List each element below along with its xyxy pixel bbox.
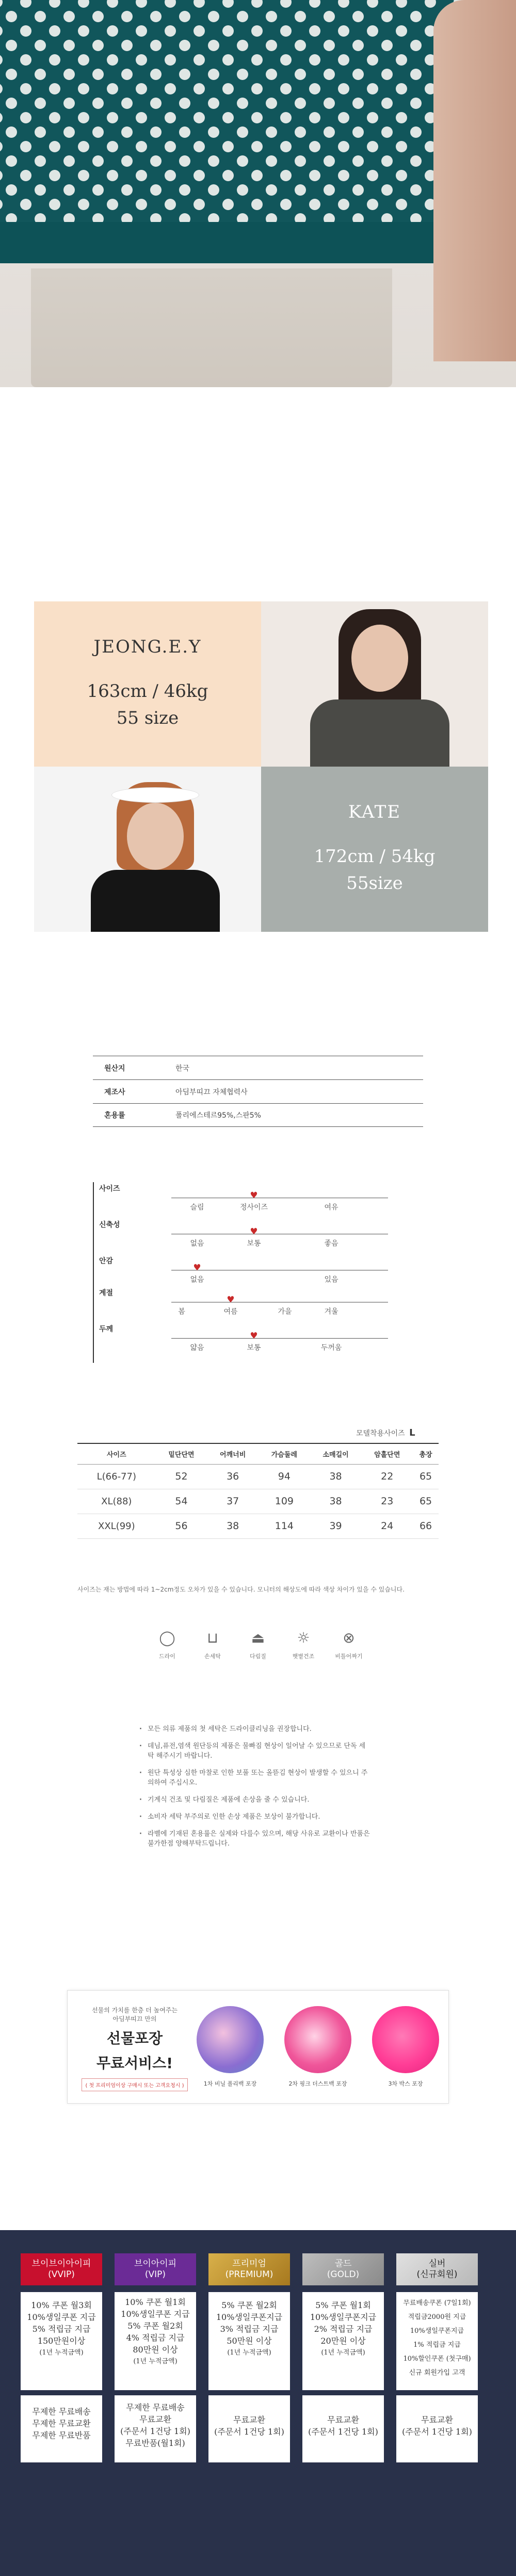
- grade-benefits: [208, 2292, 290, 2390]
- col-header: 암홀단면: [361, 1443, 413, 1464]
- scale-option: 겨울: [324, 1308, 338, 1316]
- table-cell: 65: [413, 1464, 439, 1489]
- scale-option: 여유: [324, 1203, 338, 1212]
- scale-label: 계절: [99, 1289, 114, 1297]
- table-cell: XL(88): [77, 1489, 156, 1514]
- care-item: [144, 1626, 190, 1673]
- table-cell: 37: [207, 1489, 259, 1514]
- benefit-line: 10%생일쿠폰지급: [216, 2312, 283, 2322]
- scale-size: [94, 1186, 424, 1222]
- scale-option: 얇음: [190, 1344, 204, 1352]
- table-cell: 109: [259, 1489, 310, 1514]
- grade-service: [115, 2395, 196, 2462]
- scale-season: [94, 1291, 424, 1327]
- benefit-line: 10% 쿠폰 월1회: [125, 2297, 186, 2307]
- col-header: 사이즈: [77, 1443, 156, 1464]
- service-line: (주문서 1건당 1회): [308, 2427, 378, 2437]
- table-cell: 94: [259, 1464, 310, 1489]
- service-line: 무제한 무료배송: [126, 2403, 185, 2412]
- service-line: (주문서 1건당 1회): [120, 2426, 190, 2436]
- model-photo-2: [34, 767, 261, 932]
- service-line: 무제한 무료배송: [32, 2407, 91, 2416]
- table-cell: 24: [361, 1514, 413, 1538]
- size-note: 사이즈는 재는 방법에 따라 1~2cm정도 오차가 있을 수 있습니다. 모니터의 해상도에 따라 색상 차이가 있을 수 있습니다.: [77, 1586, 405, 1593]
- grade-en: (PREMIUM): [225, 2269, 273, 2280]
- skirt-image: [31, 268, 392, 387]
- table-cell: 38: [207, 1514, 259, 1538]
- benefit-line: 20만원 이상: [320, 2336, 366, 2346]
- care-label: 비틀어짜기: [335, 1653, 363, 1660]
- service-line: 무료반품(월1회): [125, 2438, 185, 2448]
- table-cell: 22: [361, 1464, 413, 1489]
- grade-en: (VIP): [144, 2269, 166, 2280]
- table-cell: 56: [156, 1514, 207, 1538]
- table-row: [77, 1514, 439, 1538]
- gift-step-2: [284, 2006, 351, 2099]
- arm-image: [433, 0, 516, 361]
- grade-name: 실버: [428, 2259, 446, 2269]
- scale-stretch: [94, 1222, 424, 1259]
- info-value: 아딤부띠끄 자체협력사: [175, 1088, 248, 1096]
- model-name: JEONG.E.Y: [93, 637, 202, 657]
- heart-icon: ♥: [250, 1331, 258, 1341]
- dust-bag-image: [284, 2006, 351, 2073]
- benefit-line: 10% 쿠폰 월3회: [31, 2300, 92, 2310]
- table-cell: 36: [207, 1464, 259, 1489]
- service-line: (주문서 1건당 1회): [402, 2427, 472, 2437]
- scale-label: 안감: [99, 1257, 114, 1265]
- gift-label: 3차 박스 포장: [388, 2080, 423, 2087]
- gift-step-3: [372, 2006, 439, 2099]
- model-row-1: [34, 601, 488, 767]
- benefit-line: 5% 쿠폰 월2회: [221, 2300, 277, 2310]
- col-header: 어깨너비: [207, 1443, 259, 1464]
- grade-name: 골드: [334, 2259, 352, 2269]
- service-line: 무료교환: [327, 2415, 359, 2425]
- scale-option: 가을: [278, 1308, 292, 1316]
- heart-icon: ♥: [193, 1263, 201, 1273]
- info-label: 원산지: [104, 1064, 125, 1073]
- care-item: [235, 1626, 281, 1673]
- service-line: (주문서 1건당 1회): [214, 2427, 284, 2437]
- gift-wrap-banner: [67, 1990, 449, 2104]
- grade-name: 브이아이피: [134, 2259, 177, 2269]
- benefit-line: 2% 적립금 지급: [314, 2324, 373, 2334]
- benefit-line: 150만원이상: [37, 2336, 86, 2346]
- hand-wash-icon: ⊔: [207, 1629, 218, 1646]
- benefit-line: 10%생일쿠폰 지급: [121, 2309, 190, 2319]
- care-item: [281, 1626, 326, 1673]
- scale-thickness: [94, 1327, 424, 1363]
- list-item: · 소비자 세탁 부주의로 인한 손상 제품은 보상이 불가합니다.: [139, 1812, 372, 1822]
- care-label: 드라이: [159, 1653, 175, 1660]
- gift-label: 1차 비닐 폴리백 포장: [203, 2080, 257, 2087]
- table-cell: 39: [310, 1514, 362, 1538]
- model-size: 55size: [346, 873, 403, 894]
- scale-option: 있음: [324, 1276, 338, 1284]
- benefit-line: (1년 누적금액): [133, 2358, 178, 2365]
- model-name: KATE: [348, 802, 401, 822]
- grade-vip: [115, 2253, 196, 2285]
- no-bleach-icon: ⊗: [343, 1629, 355, 1646]
- grade-service: [302, 2395, 384, 2462]
- table-cell: 114: [259, 1514, 310, 1538]
- benefit-line: 3% 적립금 지급: [220, 2324, 279, 2334]
- grade-benefits: [115, 2292, 196, 2390]
- info-row-maker: [93, 1079, 423, 1103]
- hem-band: [0, 222, 464, 263]
- grade-service: [208, 2395, 290, 2462]
- model-size-caption: 모델착용사이즈: [356, 1429, 405, 1438]
- dry-clean-icon: ◯: [159, 1629, 175, 1646]
- grade-service: [21, 2395, 102, 2462]
- table-cell: 38: [310, 1464, 362, 1489]
- fit-scales: [93, 1182, 423, 1363]
- care-label: 햇볕건조: [292, 1653, 315, 1660]
- model-size-value: L: [409, 1427, 415, 1438]
- benefit-line: (1년 누적금액): [227, 2349, 271, 2357]
- heart-icon: ♥: [250, 1227, 258, 1237]
- gift-title: 무료서비스!: [96, 2055, 173, 2072]
- benefit-line: 50만원 이상: [227, 2336, 272, 2346]
- scale-label: 사이즈: [99, 1185, 120, 1193]
- table-row: [77, 1489, 439, 1514]
- grade-benefits: [396, 2292, 478, 2390]
- list-item: · 원단 특성상 심한 마찰로 인한 보풀 또는 올뜯김 현상이 발생할 수 있으니 주의하여 주십시오.: [139, 1768, 372, 1788]
- model-size-label: [356, 1427, 415, 1438]
- grade-name: 프리미엄: [232, 2259, 266, 2269]
- benefit-line: 5% 적립금 지급: [32, 2324, 91, 2334]
- heart-icon: ♥: [227, 1295, 235, 1305]
- scale-line: [171, 1338, 388, 1339]
- info-row-fabric: [93, 1103, 423, 1127]
- gift-label: 2차 핑크 더스트백 포장: [288, 2080, 347, 2087]
- table-cell: 66: [413, 1514, 439, 1538]
- table-cell: L(66-77): [77, 1464, 156, 1489]
- scale-label: 두께: [99, 1325, 114, 1333]
- benefit-line: 신규 회원가입 고객: [409, 2369, 465, 2377]
- grade-benefits: [21, 2292, 102, 2390]
- benefit-line: 5% 쿠폰 월2회: [127, 2321, 183, 2331]
- grade-silver: [396, 2253, 478, 2285]
- benefit-line: 4% 적립금 지급: [126, 2333, 185, 2343]
- benefit-line: (1년 누적금액): [321, 2349, 365, 2357]
- benefit-line: 10%생일쿠폰지급: [410, 2327, 464, 2335]
- service-line: 무료교환: [233, 2415, 265, 2425]
- table-cell: 54: [156, 1489, 207, 1514]
- benefit-line: 무료배송쿠폰 (7일1회): [403, 2299, 471, 2307]
- ironing-icon: ⏏: [251, 1629, 265, 1646]
- col-header: 밑단단면: [156, 1443, 207, 1464]
- grade-en: (GOLD): [327, 2269, 360, 2280]
- benefit-line: 1% 적립금 지급: [413, 2341, 461, 2349]
- table-cell: 52: [156, 1464, 207, 1489]
- benefit-line: 80만원 이상: [133, 2345, 178, 2355]
- grade-premium: [208, 2253, 290, 2285]
- benefit-line: 10%할인쿠폰 (첫구매): [403, 2355, 471, 2363]
- scale-option: 없음: [190, 1239, 204, 1248]
- info-row-origin: [93, 1056, 423, 1079]
- list-item: · 기계식 건조 및 다림질은 제품에 손상을 줄 수 있습니다.: [139, 1795, 372, 1805]
- care-item: [326, 1626, 372, 1673]
- benefit-line: 10%생일쿠폰지급: [310, 2312, 377, 2322]
- scale-option: 봄: [178, 1308, 185, 1316]
- service-line: 무료교환: [421, 2415, 453, 2425]
- list-item: · 데님,퓨전,염색 원단등의 제품은 물빠짐 현상이 일어날 수 있으므로 단독 세탁 해주시기 바랍니다.: [139, 1741, 372, 1761]
- care-notes: [139, 1724, 372, 1856]
- care-item: [190, 1626, 235, 1673]
- gift-box-image: [372, 2006, 439, 2073]
- col-header: 가슴둘레: [259, 1443, 310, 1464]
- table-cell: XXL(99): [77, 1514, 156, 1538]
- size-table: [77, 1443, 439, 1539]
- gift-text: [78, 2006, 191, 2091]
- care-label: 손세탁: [204, 1653, 221, 1660]
- scale-option: 좋음: [324, 1239, 338, 1248]
- care-label: 다림질: [250, 1653, 266, 1660]
- model-row-2: [34, 767, 488, 932]
- scale-option: 정사이즈: [239, 1203, 268, 1212]
- size-table-header: [77, 1443, 439, 1464]
- membership-section: [0, 2230, 516, 2576]
- gift-note: ( 첫 프리미엄이상 구매시 또는 고객요청시 ): [82, 2078, 187, 2091]
- table-cell: 65: [413, 1489, 439, 1514]
- model-info-2: [261, 767, 488, 932]
- heart-icon: ♥: [250, 1190, 258, 1201]
- scale-option: 두꺼움: [320, 1344, 342, 1352]
- benefit-line: 적립금2000원 지급: [408, 2313, 466, 2321]
- grade-service: [396, 2395, 478, 2462]
- info-label: 혼용률: [104, 1111, 125, 1120]
- col-header: 소매길이: [310, 1443, 362, 1464]
- model-size: 55 size: [116, 708, 179, 728]
- gift-step-1: [197, 2006, 264, 2099]
- shade-dry-icon: ☼: [297, 1629, 310, 1646]
- model-measure: 163cm / 46kg: [87, 681, 208, 702]
- grade-vvip: [21, 2253, 102, 2285]
- grade-en: (신규회원): [416, 2269, 458, 2280]
- list-item: · 모든 의류 제품의 첫 세탁은 드라이클리닝을 권장합니다.: [139, 1724, 372, 1734]
- table-cell: 38: [310, 1489, 362, 1514]
- info-value: 폴리에스테르95%,스판5%: [175, 1111, 261, 1120]
- service-line: 무제한 무료교환: [32, 2419, 91, 2428]
- model-info-1: [34, 601, 261, 767]
- scale-option: 여름: [223, 1308, 238, 1316]
- info-value: 한국: [175, 1064, 190, 1073]
- grade-gold: [302, 2253, 384, 2285]
- scale-option: 슬림: [190, 1203, 204, 1212]
- grade-benefits: [302, 2292, 384, 2390]
- service-line: 무제한 무료반품: [32, 2430, 91, 2440]
- col-header: 총장: [413, 1443, 439, 1464]
- gift-subtitle: 선물의 가치를 한층 더 높여주는: [92, 2007, 178, 2014]
- poly-bag-image: [197, 2006, 264, 2073]
- table-row: [77, 1464, 439, 1489]
- product-info-table: [93, 1056, 423, 1127]
- scale-option: 보통: [247, 1344, 261, 1352]
- gift-subtitle: 아딤부띠끄 만의: [112, 2015, 157, 2023]
- service-line: 무료교환: [139, 2414, 171, 2424]
- grade-name: 브이브이아이피: [31, 2259, 91, 2269]
- scale-option: 보통: [247, 1239, 261, 1248]
- grade-en: (VVIP): [48, 2269, 75, 2280]
- benefit-line: (1년 누적금액): [39, 2349, 84, 2357]
- list-item: · 라벨에 기재된 혼용률은 실제와 다를수 있으며, 해당 사유로 교환이나 반품은 불가한점 양해부탁드립니다.: [139, 1829, 372, 1849]
- model-measure: 172cm / 54kg: [314, 846, 436, 867]
- scale-option: 없음: [190, 1276, 204, 1284]
- benefit-line: 10%생일쿠폰 지급: [27, 2312, 96, 2322]
- scale-label: 신축성: [99, 1221, 120, 1229]
- table-cell: 23: [361, 1489, 413, 1514]
- hero-product-photo: [0, 0, 516, 387]
- care-icons: [144, 1626, 372, 1673]
- model-photo-1: [261, 601, 488, 767]
- info-label: 제조사: [104, 1088, 125, 1096]
- gift-title: 선물포장: [106, 2030, 163, 2047]
- scale-lining: [94, 1259, 424, 1295]
- benefit-line: 5% 쿠폰 월1회: [315, 2300, 371, 2310]
